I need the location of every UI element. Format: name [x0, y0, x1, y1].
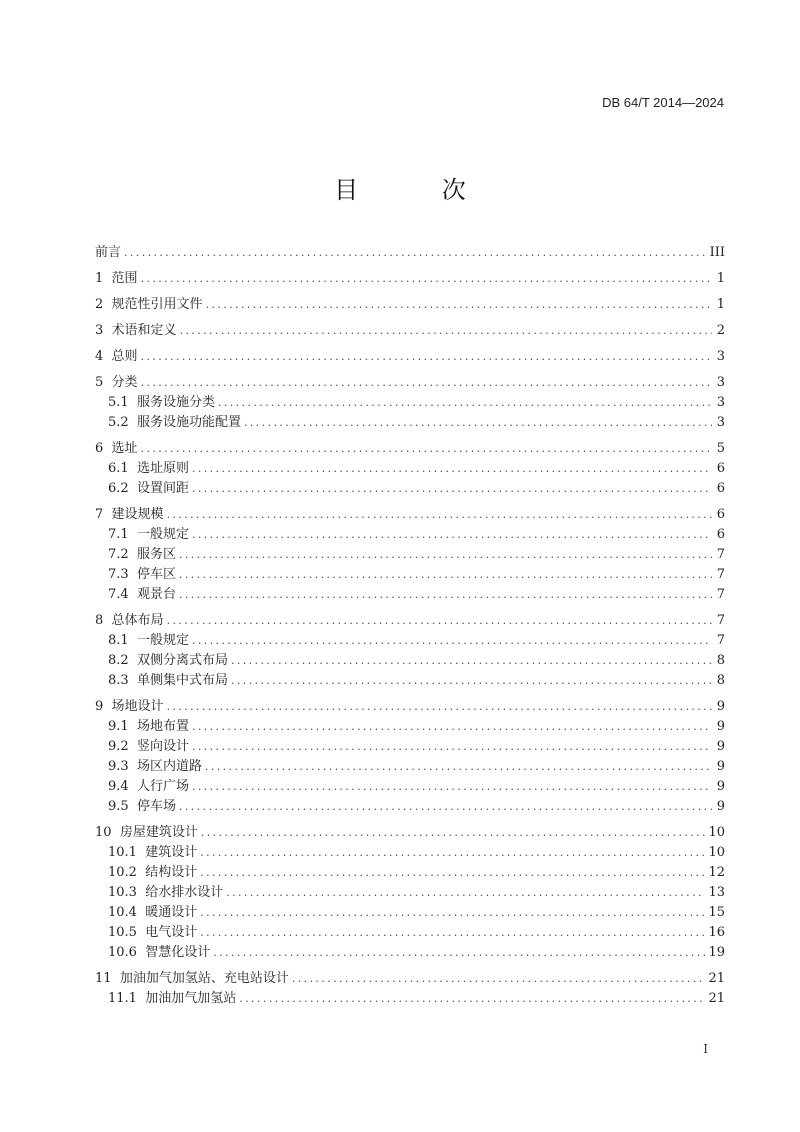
toc-entry-number: 7.3	[108, 567, 137, 582]
toc-entry-number: 7	[95, 507, 112, 522]
toc-entry-page: 3	[716, 375, 725, 390]
toc-leader-dots	[200, 923, 705, 943]
toc-leader-dots	[180, 321, 712, 341]
toc-entry-title: 分类	[111, 375, 138, 390]
toc-entry-page: 8	[716, 653, 725, 668]
toc-entry-number: 8	[95, 613, 112, 628]
toc-entry-page: 9	[716, 779, 725, 794]
toc-subentry[interactable]	[95, 923, 725, 943]
toc-subentry[interactable]	[95, 565, 725, 585]
toc-entry-page: 7	[716, 633, 725, 648]
toc-leader-dots	[141, 269, 712, 289]
toc-entry-title: 建筑设计	[145, 845, 198, 860]
toc-entry-number: 10.5	[108, 925, 146, 940]
toc-subentry[interactable]	[95, 737, 725, 757]
toc-entry-title: 一般规定	[136, 633, 189, 648]
toc-subentry[interactable]	[95, 903, 725, 923]
toc-entry[interactable]	[95, 697, 725, 717]
table-of-contents	[95, 243, 725, 1009]
toc-leader-dots	[124, 243, 707, 263]
toc-subentry[interactable]	[95, 585, 725, 605]
toc-entry-title: 给水排水设计	[145, 885, 224, 900]
toc-entry[interactable]	[95, 969, 725, 989]
toc-subentry[interactable]	[95, 545, 725, 565]
toc-leader-dots	[179, 797, 712, 817]
toc-entry[interactable]	[95, 823, 725, 843]
toc-entry[interactable]	[95, 269, 725, 289]
toc-entry-page: 3	[716, 415, 725, 430]
toc-entry-page: 19	[708, 945, 725, 960]
toc-entry-number: 6.2	[108, 481, 137, 496]
toc-entry-title: 服务区	[136, 547, 176, 562]
toc-subentry[interactable]	[95, 989, 725, 1009]
toc-entry-title: 规范性引用文件	[111, 297, 203, 312]
toc-entry-page: 7	[716, 547, 725, 562]
toc-entry-number: 1	[95, 271, 112, 286]
toc-leader-dots	[167, 611, 712, 631]
toc-entry-title: 选址原则	[136, 461, 189, 476]
toc-entry-number: 8.2	[108, 653, 137, 668]
toc-leader-dots	[192, 459, 712, 479]
page-title: 目 次	[334, 176, 504, 204]
toc-entry-page: 9	[716, 699, 725, 714]
toc-entry[interactable]	[95, 243, 725, 263]
toc-entry-page: 8	[716, 673, 725, 688]
toc-entry-number: 6	[95, 441, 112, 456]
toc-leader-dots	[292, 969, 706, 989]
toc-entry-page: 1	[716, 297, 725, 312]
toc-entry-number: 10.3	[108, 885, 146, 900]
toc-subentry[interactable]	[95, 717, 725, 737]
toc-entry-title: 双侧分离式布局	[136, 653, 228, 668]
toc-entry-number: 9	[95, 699, 112, 714]
toc-entry-title: 建设规模	[111, 507, 164, 522]
toc-entry-number: 9.2	[108, 739, 137, 754]
toc-leader-dots	[167, 697, 712, 717]
toc-entry-number: 9.5	[108, 799, 137, 814]
toc-entry-number: 11	[95, 971, 120, 986]
toc-leader-dots	[141, 347, 712, 367]
toc-entry-number: 10.2	[108, 865, 146, 880]
toc-entry-number: 9.4	[108, 779, 137, 794]
toc-entry-page: 21	[708, 971, 725, 986]
toc-entry-title: 结构设计	[145, 865, 198, 880]
toc-entry-number: 3	[95, 323, 112, 338]
toc-entry-page: 13	[708, 885, 725, 900]
document-code: DB 64/T 2014—2024	[602, 95, 724, 110]
toc-entry-number: 7.1	[108, 527, 137, 542]
toc-leader-dots	[179, 545, 712, 565]
toc-entry-page: 9	[716, 799, 725, 814]
toc-entry-title: 场地布置	[136, 719, 189, 734]
toc-entry-title: 场区内道路	[136, 759, 202, 774]
toc-subentry[interactable]	[95, 777, 725, 797]
toc-entry-title: 范围	[111, 271, 138, 286]
toc-entry-page: 16	[708, 925, 725, 940]
toc-entry-number: 2	[95, 297, 112, 312]
toc-subentry[interactable]	[95, 797, 725, 817]
toc-entry-title: 设置间距	[136, 481, 189, 496]
toc-leader-dots	[192, 525, 712, 545]
toc-entry-title: 场地设计	[111, 699, 164, 714]
toc-subentry[interactable]	[95, 459, 725, 479]
toc-entry-title: 术语和定义	[111, 323, 177, 338]
toc-entry-number: 5.2	[108, 415, 137, 430]
toc-leader-dots	[167, 505, 712, 525]
toc-entry-page: 1	[716, 271, 725, 286]
toc-leader-dots	[200, 863, 705, 883]
toc-entry[interactable]	[95, 611, 725, 631]
toc-entry-page: 6	[716, 527, 725, 542]
toc-leader-dots	[206, 295, 712, 315]
toc-leader-dots	[201, 823, 706, 843]
toc-subentry[interactable]	[95, 393, 725, 413]
toc-entry-page: 3	[716, 395, 725, 410]
toc-entry-page: 2	[716, 323, 725, 338]
toc-entry-title: 前言	[95, 245, 122, 260]
toc-entry-page: 9	[716, 759, 725, 774]
toc-entry[interactable]	[95, 505, 725, 525]
toc-entry-title: 电气设计	[145, 925, 198, 940]
toc-entry-page: 9	[716, 719, 725, 734]
toc-subentry[interactable]	[95, 413, 725, 433]
toc-entry-page: 9	[716, 739, 725, 754]
toc-leader-dots	[192, 717, 712, 737]
toc-subentry[interactable]	[95, 863, 725, 883]
toc-entry[interactable]	[95, 295, 725, 315]
toc-leader-dots	[192, 479, 712, 499]
toc-entry-title: 加油加气加氢站	[145, 991, 237, 1006]
toc-entry-title: 竖向设计	[136, 739, 189, 754]
toc-entry-number: 8.1	[108, 633, 137, 648]
toc-entry-page: 7	[716, 587, 725, 602]
toc-subentry[interactable]	[95, 651, 725, 671]
toc-leader-dots	[244, 413, 712, 433]
toc-leader-dots	[205, 757, 712, 777]
toc-entry-title: 观景台	[136, 587, 176, 602]
toc-entry-page: 7	[716, 567, 725, 582]
toc-entry-number: 9.3	[108, 759, 137, 774]
toc-entry-number: 9.1	[108, 719, 137, 734]
toc-entry-title: 单侧集中式布局	[136, 673, 228, 688]
toc-entry-number: 7.2	[108, 547, 137, 562]
toc-subentry[interactable]	[95, 883, 725, 903]
toc-entry-page: 6	[716, 507, 725, 522]
toc-entry-title: 一般规定	[136, 527, 189, 542]
toc-entry-title: 人行广场	[136, 779, 189, 794]
toc-leader-dots	[239, 989, 705, 1009]
toc-entry-page: 3	[716, 349, 725, 364]
toc-entry-number: 6.1	[108, 461, 137, 476]
toc-leader-dots	[141, 439, 712, 459]
toc-entry-number: 8.3	[108, 673, 137, 688]
toc-entry-page: 10	[708, 825, 725, 840]
toc-entry-title: 选址	[111, 441, 138, 456]
toc-entry-title: 智慧化设计	[145, 945, 211, 960]
toc-leader-dots	[200, 843, 705, 863]
toc-leader-dots	[200, 903, 705, 923]
toc-entry-number: 5.1	[108, 395, 137, 410]
toc-entry-page: 10	[708, 845, 725, 860]
toc-leader-dots	[192, 777, 712, 797]
toc-leader-dots	[231, 671, 712, 691]
toc-subentry[interactable]	[95, 631, 725, 651]
toc-entry-page: 15	[708, 905, 725, 920]
toc-entry-title: 服务设施分类	[136, 395, 215, 410]
toc-entry-page: 6	[716, 461, 725, 476]
toc-subentry[interactable]	[95, 843, 725, 863]
toc-entry-page: 7	[716, 613, 725, 628]
toc-entry-number: 10.4	[108, 905, 146, 920]
toc-subentry[interactable]	[95, 479, 725, 499]
toc-entry-number: 10	[95, 825, 120, 840]
toc-entry-title: 停车场	[136, 799, 176, 814]
toc-entry-number: 10.1	[108, 845, 146, 860]
toc-leader-dots	[179, 585, 712, 605]
toc-entry[interactable]	[95, 373, 725, 393]
toc-leader-dots	[226, 883, 705, 903]
toc-leader-dots	[192, 631, 712, 651]
toc-subentry[interactable]	[95, 943, 725, 963]
toc-entry-title: 加油加气加氢站、充电站设计	[119, 971, 289, 986]
toc-leader-dots	[179, 565, 712, 585]
toc-entry-number: 10.6	[108, 945, 146, 960]
toc-subentry[interactable]	[95, 757, 725, 777]
toc-entry-number: 7.4	[108, 587, 137, 602]
toc-subentry[interactable]	[95, 671, 725, 691]
toc-entry[interactable]	[95, 321, 725, 341]
toc-entry-page: 6	[716, 481, 725, 496]
toc-entry-page: 5	[716, 441, 725, 456]
toc-entry[interactable]	[95, 347, 725, 367]
toc-leader-dots	[141, 373, 712, 393]
toc-subentry[interactable]	[95, 525, 725, 545]
toc-entry-title: 总体布局	[111, 613, 164, 628]
toc-entry-page: III	[709, 245, 725, 260]
toc-entry-title: 房屋建筑设计	[119, 825, 198, 840]
toc-entry-title: 停车区	[136, 567, 176, 582]
toc-entry-number: 4	[95, 349, 112, 364]
toc-entry-page: 21	[708, 991, 725, 1006]
toc-entry-title: 服务设施功能配置	[136, 415, 241, 430]
toc-leader-dots	[192, 737, 712, 757]
toc-entry[interactable]	[95, 439, 725, 459]
toc-entry-number: 11.1	[108, 991, 146, 1006]
toc-entry-title: 总则	[111, 349, 138, 364]
toc-entry-page: 12	[708, 865, 725, 880]
toc-entry-number: 5	[95, 375, 112, 390]
toc-entry-title: 暖通设计	[145, 905, 198, 920]
toc-leader-dots	[218, 393, 712, 413]
footer-page-number: I	[703, 1042, 708, 1056]
toc-leader-dots	[231, 651, 712, 671]
toc-leader-dots	[213, 943, 705, 963]
